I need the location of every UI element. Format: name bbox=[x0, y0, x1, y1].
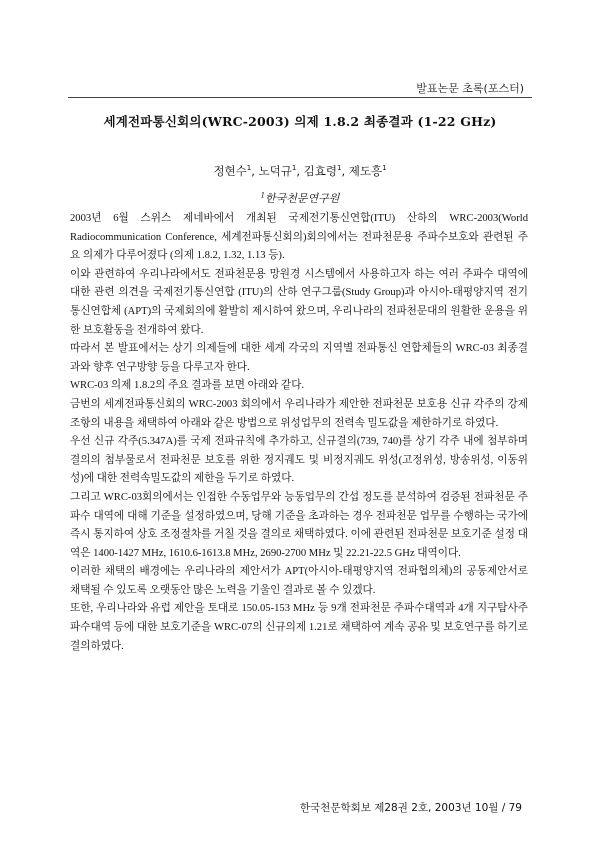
paper-title: 세계전파통신회의(WRC-2003) 의제 1.8.2 최종결과 (1-22 GHz) bbox=[103, 114, 497, 129]
journal-citation: 한국천문학회보 제28권 2호, 2003년 10월 / 79 bbox=[299, 802, 522, 814]
section-label: 발표논문 초록(포스터) bbox=[416, 82, 524, 95]
author-name: 정현수 bbox=[213, 164, 247, 178]
author-affiliation-mark: 1 bbox=[382, 164, 387, 173]
affiliation-mark: 1 bbox=[260, 191, 266, 200]
author-name: 제도흥 bbox=[348, 164, 383, 178]
author-affiliation-mark: 1 bbox=[291, 164, 297, 173]
abstract-body bbox=[70, 210, 528, 656]
body-paragraph: 우선 신규 각주(5.347A)를 국제 전파규칙에 추가하고, 신규결의(739, 740)를 상기 각주 내에 첨부하며 결의의 첨부물로서 전파천문 보호를 위한 정지궤도 및 비정지궤도 위성(고정위성, 방송위성, 이동위성)에 대한 전력속밀도값의 제한을 두기로 하였다. bbox=[70, 436, 528, 485]
body-paragraph: 이러한 채택의 배경에는 우리나라의 제안서가 APT(아시아-태평양지역 전파협의체)의 공동제안서로 채택될 수 있도록 오랫동안 많은 노력을 기울인 결과로 볼 수 있겠다. bbox=[70, 566, 528, 596]
author-affiliation-mark: 1 bbox=[246, 164, 252, 173]
body-paragraph: 이와 관련하여 우리나라에서도 전파천문용 망원경 시스템에서 사용하고자 하는 여러 주파수 대역에 대한 관련 의견을 국제전기통신연합 (ITU)의 산하 연구그룹(Study Group)과 아시아-태평양지역 전기통신연합체 (APT)의 국제회의에 활발히 제시하여 왔으며, 우리나라의 전파천문대의 원활한 운용을 위한 보호활동을 전개하여 왔다. bbox=[70, 268, 528, 336]
author-list: 정현수$^1$, 노덕규$^1$, 김효령$^1$, 제도흥$^1$ bbox=[213, 164, 387, 178]
header-divider bbox=[68, 97, 532, 98]
body-paragraph: 금번의 세계전파통신회의 WRC-2003 회의에서 우리나라가 제안한 전파천문 보호용 신규 각주의 강제조항의 내용을 채택하여 아래와 같은 방법으로 위성업무의 전력속 밀도값을 제한하기로 하였다. bbox=[70, 398, 528, 429]
body-paragraph: 2003년 6월 스위스 제네바에서 개최된 국제전기통신연합(ITU) 산하의 WRC-2003(World Radiocommunication Conference, 세계전파통신회의)회의에서는 전파천문용 주파수보호와 관련된 주요 의제가 다루어졌다 (의제 1.8.2, 1.32, 1.13 등). bbox=[70, 213, 528, 262]
author-name: 김효령 bbox=[303, 164, 337, 178]
body-paragraph: 또한, 우리나라와 유럽 제안을 토대로 150.05-153 MHz 등 9개 전파천문 주파수대역과 4개 지구탐사주파수대역 등에 대한 보호기준을 WRC-07의 신규의제 1.21로 채택하여 계속 공유 및 보호연구를 하기로 결의하였다. bbox=[70, 603, 528, 652]
affiliation-name: 한국천문연구원 bbox=[265, 192, 340, 205]
body-paragraph: 그리고 WRC-03회의에서는 인접한 수동업무와 능동업무의 간섭 정도를 분석하여 검증된 전파천문 주파수 대역에 대해 기준을 설정하였으며, 당해 기준을 초과하는 경우 전파천문 업무를 수행하는 국가에 즉시 통지하여 상호 조정절차를 거칠 것을 결의로 채택하였다. 이에 관련된 전파천문 보호기준 설정 대역은 1400-1427 MHz, 1610.6-1613.8 MHz, 2690-2700 MHz 및 22.21-22.5 GHz 대역이다. bbox=[70, 491, 528, 559]
body-paragraph: 따라서 본 발표에서는 상기 의제들에 대한 세계 각국의 지역별 전파통신 연합체들의 WRC-03 최종결과와 향후 연구방향 등을 다루고자 한다. bbox=[70, 343, 528, 373]
author-affiliation-mark: 1 bbox=[336, 164, 342, 173]
author-name: 노덕규 bbox=[258, 164, 292, 178]
body-paragraph: WRC-03 의제 1.8.2의 주요 결과를 보면 아래와 같다. bbox=[70, 380, 305, 392]
affiliation bbox=[60, 190, 540, 206]
